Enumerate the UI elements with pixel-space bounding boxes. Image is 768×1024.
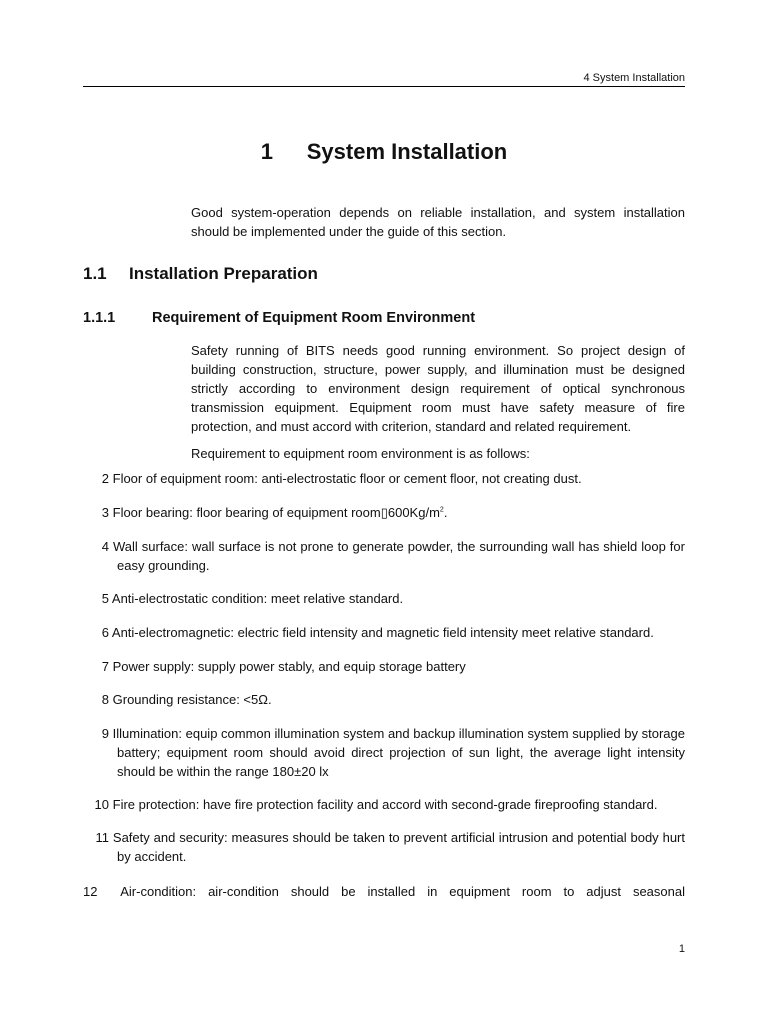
list-item-number: 6 xyxy=(101,625,109,640)
list-item-text: Floor bearing: floor bearing of equipment room▯600Kg/m xyxy=(112,505,440,520)
section-number: 1.1 xyxy=(83,264,107,283)
list-item-text: Safety and security: measures should be taken to prevent artificial intrusion and potential body hurt by accident. xyxy=(112,830,685,864)
list-item-number: 11 xyxy=(95,830,109,845)
section-title: Installation Preparation xyxy=(129,264,318,283)
list-item xyxy=(83,795,685,814)
list-item-number: 4 xyxy=(101,539,109,554)
chapter-title xyxy=(0,138,768,166)
body-paragraph: Requirement to equipment room environment is as follows: xyxy=(191,446,530,461)
list-item-text: Illumination: equip common illumination system and backup illumination system supplied by storage battery; equipment room should avoid direct projection of sun light, the average light intensity should be within the range 180±20 lx xyxy=(112,726,685,779)
list-item xyxy=(83,503,685,522)
list-item xyxy=(83,623,685,642)
list-item xyxy=(83,882,685,901)
chapter-title-text: System Installation xyxy=(306,139,508,164)
subsection-number: 1.1.1 xyxy=(83,310,116,326)
intro-paragraph: Good system-operation depends on reliable installation, and system installation should be implemented under the guide of this section. xyxy=(191,205,685,239)
list-item-number: 8 xyxy=(101,692,109,707)
header-divider xyxy=(83,86,685,87)
chapter-number: 1 xyxy=(260,139,273,164)
list-item-text: Anti-electromagnetic: electric field intensity and magnetic field intensity meet relative standard. xyxy=(111,625,654,640)
page-number: 1 xyxy=(678,943,685,955)
list-item-text: Floor of equipment room: anti-electrostatic floor or cement floor, not creating dust. xyxy=(112,471,582,486)
subsection-title: Requirement of Equipment Room Environment xyxy=(152,310,476,326)
list-item-text: Power supply: supply power stably, and equip storage battery xyxy=(112,659,466,674)
subsection-heading xyxy=(83,308,475,328)
list-item-text: Grounding resistance: <5Ω. xyxy=(112,692,272,707)
list-item-number: 10 xyxy=(94,797,109,812)
list-item xyxy=(83,657,685,676)
running-header: 4 System Installation xyxy=(583,72,685,84)
list-item xyxy=(83,589,685,608)
list-item-text: Air-condition: air-condition should be installed in equipment room to adjust seasonal xyxy=(120,884,685,899)
list-item-number: 5 xyxy=(101,591,109,606)
list-item xyxy=(83,537,685,575)
list-item xyxy=(83,828,685,866)
list-item-number: 12 xyxy=(83,884,98,899)
list-item-text: Anti-electrostatic condition: meet relative standard. xyxy=(111,591,404,606)
body-paragraph: Safety running of BITS needs good running environment. So project design of building construction, structure, power supply, and illumination must be designed strictly according to environment design requirement of optical synchronous transmission equipment. Equipment room must have safety measure of fire protection, and must accord with criterion, standard and related requirement. xyxy=(191,343,685,434)
list-item-number: 7 xyxy=(101,659,109,674)
list-item xyxy=(83,724,685,781)
list-item-number: 3 xyxy=(101,505,109,520)
list-item-superscript: 2 xyxy=(439,506,444,514)
list-item-number: 2 xyxy=(101,471,109,486)
list-item-number: 9 xyxy=(101,726,109,741)
list-item xyxy=(83,469,685,488)
list-item-text: Wall surface: wall surface is not prone to generate powder, the surrounding wall has shield loop for easy grounding. xyxy=(112,539,685,573)
list-item-suffix: . xyxy=(443,505,448,520)
list-item xyxy=(83,690,685,709)
list-item-text: Fire protection: have fire protection facility and accord with second-grade fireproofing standard. xyxy=(112,797,658,812)
section-heading xyxy=(83,263,318,285)
